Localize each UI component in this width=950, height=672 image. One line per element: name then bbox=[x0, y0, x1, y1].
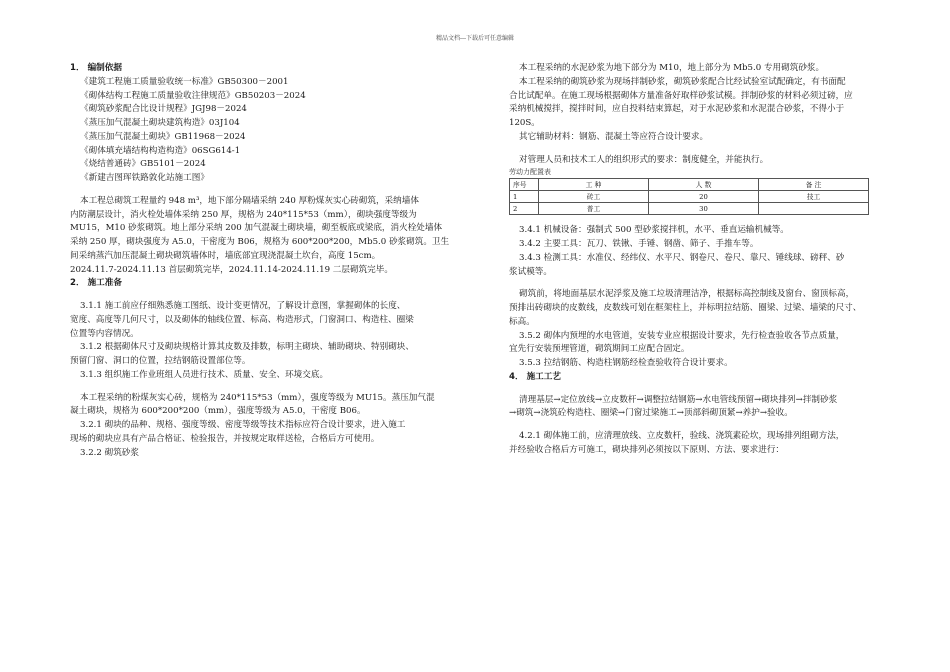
section-title-basis: 1． 编制依据 bbox=[70, 63, 122, 73]
table-cell: 30 bbox=[649, 203, 759, 215]
labor-table bbox=[509, 178, 869, 215]
ref-item: 《蒸压加气混凝土砌块建筑构造》03J104 bbox=[80, 118, 240, 128]
table-row bbox=[510, 191, 869, 203]
overview-paragraph: 本工程总砌筑工程量约 948 m³，地下部分隔墙采纳 240 厚粉煤灰实心砖砌筑，采纳墙体 内防潮层设计，消火栓处墙体采纳 250 厚，规格为 240*115*53（mm），砌块强度等级为 MU15，M10 砂浆砌筑。地上部分采纳 200 加气混凝土砌块墙，砌至板底或梁底，消火栓处墙体 采纳 250 厚，砌块强度为 A5.0，干密度为 B06，规格为 600*200*200，Mb5.0 砂浆砌筑。卫生 间采纳蒸汽加压混凝土砌块砌筑墙体时，墙底部宜现浇混凝土坎台，高度 15cm。 2024.11.7-2024.11.13 首层砌筑完毕，2024.11.14-2024.11.19 二层砌筑完毕。 bbox=[70, 195, 450, 275]
table-cell: 技工 bbox=[759, 191, 869, 203]
section-title-process: 4． 施工工艺 bbox=[509, 371, 561, 382]
table-cell: 2 bbox=[510, 203, 539, 215]
left-column bbox=[70, 62, 450, 460]
page-header: 精品文档---下载后可任意编辑 bbox=[435, 35, 515, 42]
table-header-cell: 工 种 bbox=[539, 179, 649, 191]
para-3-5-3: 3.5.3 拉结钢筋、构造柱钢筋经检查验收符合设计要求。 bbox=[519, 358, 733, 369]
ref-item: 《烧结普通砖》GB5101－2024 bbox=[80, 159, 206, 170]
para-3-2-1: 3.2.1 砌块的品种、规格、强度等级、密度等级等技术指标应符合设计要求，进入施工 现场的砌块应具有产品合格证、检验报告，并按规定取样送检，合格后方可使用。 bbox=[70, 420, 406, 444]
table-cell: 1 bbox=[510, 191, 539, 203]
para-3-1-1: 3.1.1 施工前应仔细熟悉施工图纸、设计变更情况，了解设计意图，掌握砌体的长度、 宽度、高度等几何尺寸，以及砌体的轴线位置、标高、构造形式，门窗洞口、构造柱、圈梁 位置等内容情况。 bbox=[70, 301, 414, 339]
table-cell: 20 bbox=[649, 191, 759, 203]
process-flow: 清理基层→定位放线→立皮数杆→调整拉结钢筋→水电管线预留→砌块排列→拌制砂浆 →砌筑→浇筑砼构造柱、圈梁→门窗过梁施工→顶部斜砌顶紧→养护→验收。 bbox=[509, 394, 838, 419]
table-header-cell: 人 数 bbox=[649, 179, 759, 191]
table-header-cell: 序号 bbox=[510, 179, 539, 191]
table-cell: 普工 bbox=[539, 203, 649, 215]
table-cell bbox=[759, 203, 869, 215]
ref-item: 《砌筑砂浆配合比设计规程》JGJ98－2024 bbox=[80, 104, 247, 115]
table-row bbox=[510, 203, 869, 215]
para-3-4-2: 3.4.2 主要工具：瓦刀、铁锹、手锤、钢凿、筛子、手推车等。 bbox=[519, 239, 759, 250]
pre-masonry-paragraph: 砌筑前，将地面基层水泥浮浆及施工垃圾清理洁净，根据标高控制线及窗台、窗顶标高， 预排出砖砌块的皮数线，皮数线可划在框架柱上，并标明拉结筋、圈梁、过梁、墙梁的尺寸、 标高。 bbox=[509, 289, 862, 327]
ref-item: 《蒸压加气混凝土砌块》GB11968－2024 bbox=[80, 131, 246, 142]
table-header-row bbox=[510, 179, 869, 191]
para-3-5-2: 3.5.2 砌体内预埋的水电管道，安装专业应根据设计要求，先行检查验收各节点质量， 宜先行安装预埋管道，砌筑期间工应配合固定。 bbox=[509, 330, 845, 355]
para-3-2-2: 3.2.2 砌筑砂浆 bbox=[80, 447, 139, 458]
material-paragraph: 本工程采纳的粉煤灰实心砖，规格为 240*115*53（mm），强度等级为 MU15。蒸压加气混 凝土砌块，规格为 600*200*200（mm），强度等级为 A5.0，干密度 B06。 bbox=[70, 392, 435, 417]
para-3-1-3: 3.1.3 组织施工作业班组人员进行技术、质量、安全、环境交底。 bbox=[80, 369, 329, 380]
ref-item: 《砌体填充墙结构构造构造》06SG614-1 bbox=[80, 145, 241, 156]
right-column bbox=[509, 62, 884, 458]
table-header-cell: 备 注 bbox=[759, 179, 869, 191]
org-requirement: 对管理人员和技术工人的组织形式的要求：制度健全，并能执行。 bbox=[519, 154, 769, 165]
para-3-1-2: 3.1.2 根据砌体尺寸及砌块规格计算其皮数及排数，标明主砌块、辅助砌块、特别砌块、 预留门窗、洞口的位置，拉结钢筋设置部位等。 bbox=[70, 342, 414, 366]
para-4-2-1: 4.2.1 砌体施工前，应清理放线、立皮数杆，验线、浇筑素砼坎，现场排列组砌方法， 并经验收合格后方可施工，砌块排列必须按以下原则、方法、要求进行： bbox=[509, 431, 845, 455]
section-title-prep: 2． 施工准备 bbox=[70, 278, 122, 289]
ref-item: 《砌体结构工程施工质量验收注律规范》GB50203－2024 bbox=[80, 90, 306, 101]
para-3-4-3: 3.4.3 检测工具：水准仪、经纬仪、水平尺、钢卷尺、卷尺、靠尺、锤线球、磅秤、砂 浆试模等。 bbox=[509, 252, 845, 277]
para-3-4-1: 3.4.1 机械设备：强制式 500 型砂浆搅拌机，水平、垂直运输机械等。 bbox=[519, 225, 789, 236]
mortar-paragraph: 本工程采纳的水泥砂浆为地下部分为 M10，地上部分为 Mb5.0 专用砌筑砂浆。 本工程采纳的砌筑砂浆为现场拌制砂浆，砌筑砂浆配合比经试验室试配确定，有书面配 合比试配单。在施工现场根据砌体方量准备好取样砂浆试模。拌制砂浆的材料必须过磅，应 采纳机械搅拌，搅拌时间，应自投料结束算起，对于水泥砂浆和水泥混合砂浆，不得小于 120S。 bbox=[509, 63, 853, 128]
table-cell: 砖工 bbox=[539, 191, 649, 203]
table-caption: 劳动力配置表 bbox=[509, 168, 551, 177]
aux-materials: 其它辅助材料：钢筋、混凝土等应符合设计要求。 bbox=[519, 131, 709, 142]
ref-item: 《建筑工程施工质量验收统一标准》GB50300－2001 bbox=[80, 76, 289, 87]
ref-item: 《新建吉图珲铁路敦化站施工图》 bbox=[80, 173, 209, 183]
